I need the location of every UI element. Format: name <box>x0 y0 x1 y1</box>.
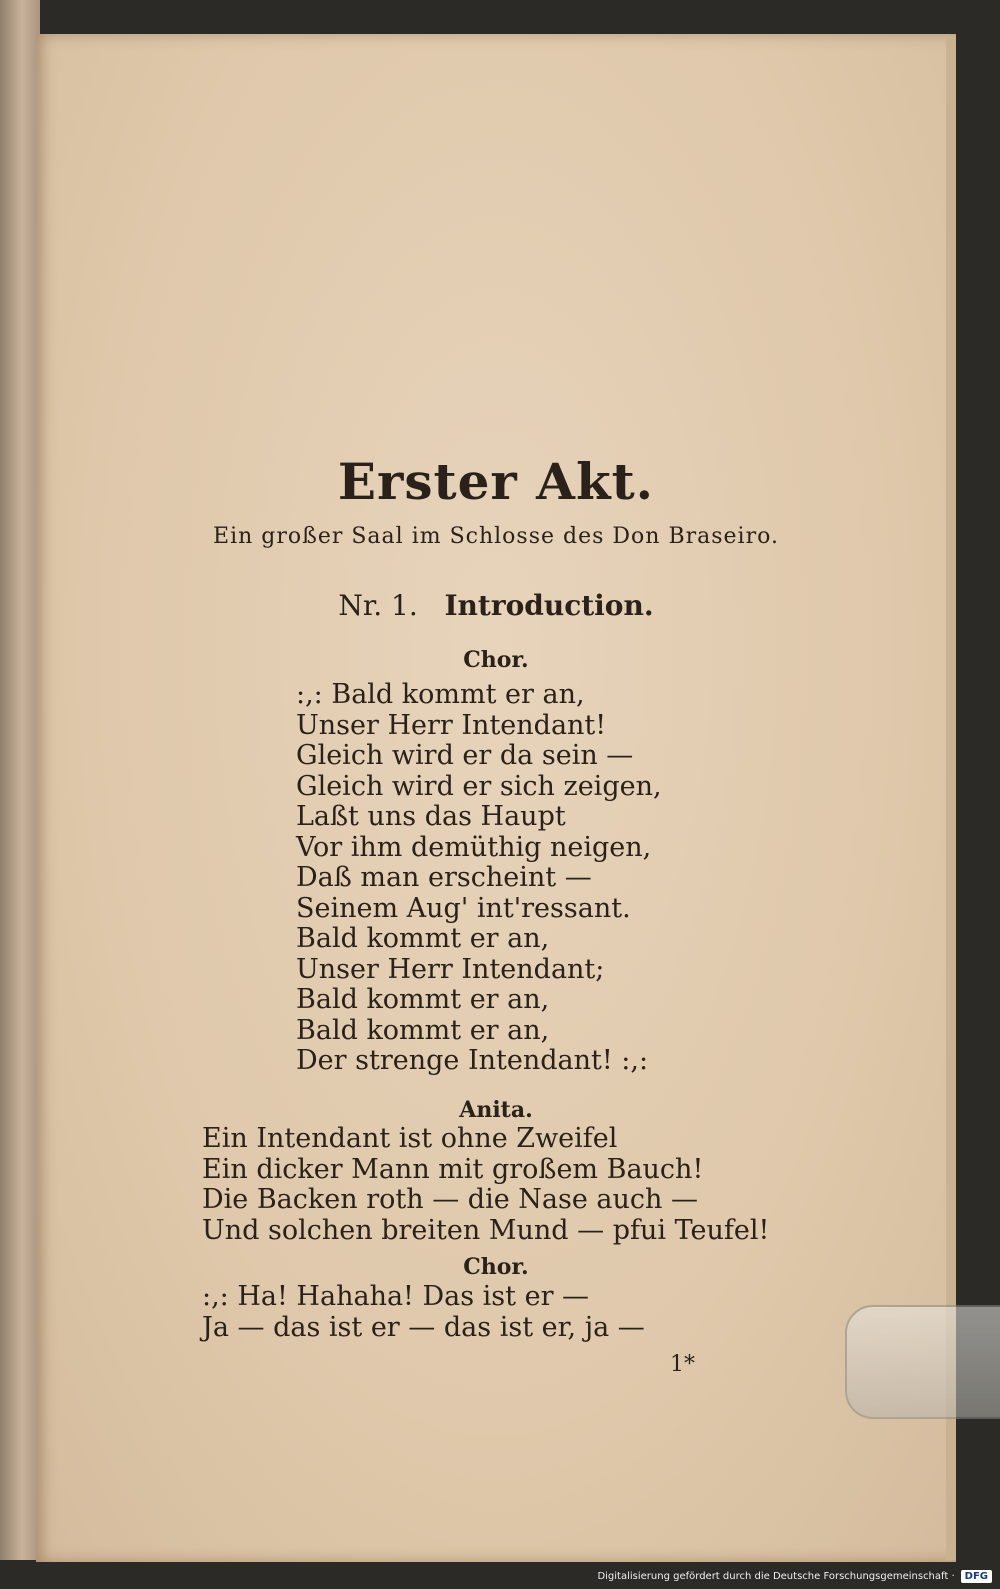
verse-line: Bald kommt er an, <box>296 1014 550 1046</box>
page-clip <box>845 1305 1000 1419</box>
footer-credit <box>597 1565 992 1587</box>
speaker-chor-2: Chor. <box>463 1254 529 1280</box>
verse-line: :,: Bald kommt er an, <box>296 679 585 710</box>
book-page <box>36 34 956 1562</box>
number-title: Introduction. <box>444 589 654 622</box>
speaker-anita: Anita. <box>459 1097 533 1123</box>
verse-line: Der strenge Intendant! :,: <box>296 1045 649 1076</box>
verse-line: Vor ihm demüthig neigen, <box>296 831 652 863</box>
scene-setting: Ein großer Saal im Schlosse des Don Braseiro. <box>213 524 779 549</box>
verse-line: Bald kommt er an, <box>296 984 550 1015</box>
verse-line: Daß man erscheint — <box>296 862 592 893</box>
verse-line: Bald kommt er an, <box>296 923 550 954</box>
verse-line: :,: Ha! Hahaha! Das ist er — <box>202 1281 590 1312</box>
verse-chor-1 <box>296 680 662 1077</box>
footer-text: Digitalisierung gefördert durch die Deutsche Forschungsgemeinschaft · <box>597 1570 955 1582</box>
verse-line: Unser Herr Intendant! <box>296 709 607 741</box>
book-cover-edge <box>0 0 40 1560</box>
verse-chor-2 <box>202 1282 645 1343</box>
dfg-logo: DFG <box>961 1570 992 1583</box>
verse-line: Ein Intendant ist ohne Zweifel <box>202 1123 618 1154</box>
verse-line: Ja — das ist er — das ist er, ja — <box>202 1311 645 1343</box>
number-label: Nr. 1. <box>338 589 418 622</box>
verse-line: Unser Herr Intendant; <box>296 953 605 985</box>
library-stamp-mark <box>391 1369 591 1479</box>
act-title: Erster Akt. <box>337 452 655 511</box>
verse-line: Die Backen roth — die Nase auch — <box>202 1184 698 1215</box>
number-heading <box>36 589 956 622</box>
speaker-chor-1: Chor. <box>463 647 529 673</box>
verse-line: Und solchen breiten Mund — pfui Teufel! <box>202 1214 770 1246</box>
verse-line: Seinem Aug' int'ressant. <box>296 892 631 924</box>
page-number: 1* <box>670 1352 695 1377</box>
verse-line: Gleich wird er da sein — <box>296 740 634 771</box>
verse-line: Laßt uns das Haupt <box>296 801 566 832</box>
verse-anita <box>202 1124 769 1246</box>
verse-line: Ein dicker Mann mit großem Bauch! <box>202 1153 704 1185</box>
verse-line: Gleich wird er sich zeigen, <box>296 770 662 802</box>
